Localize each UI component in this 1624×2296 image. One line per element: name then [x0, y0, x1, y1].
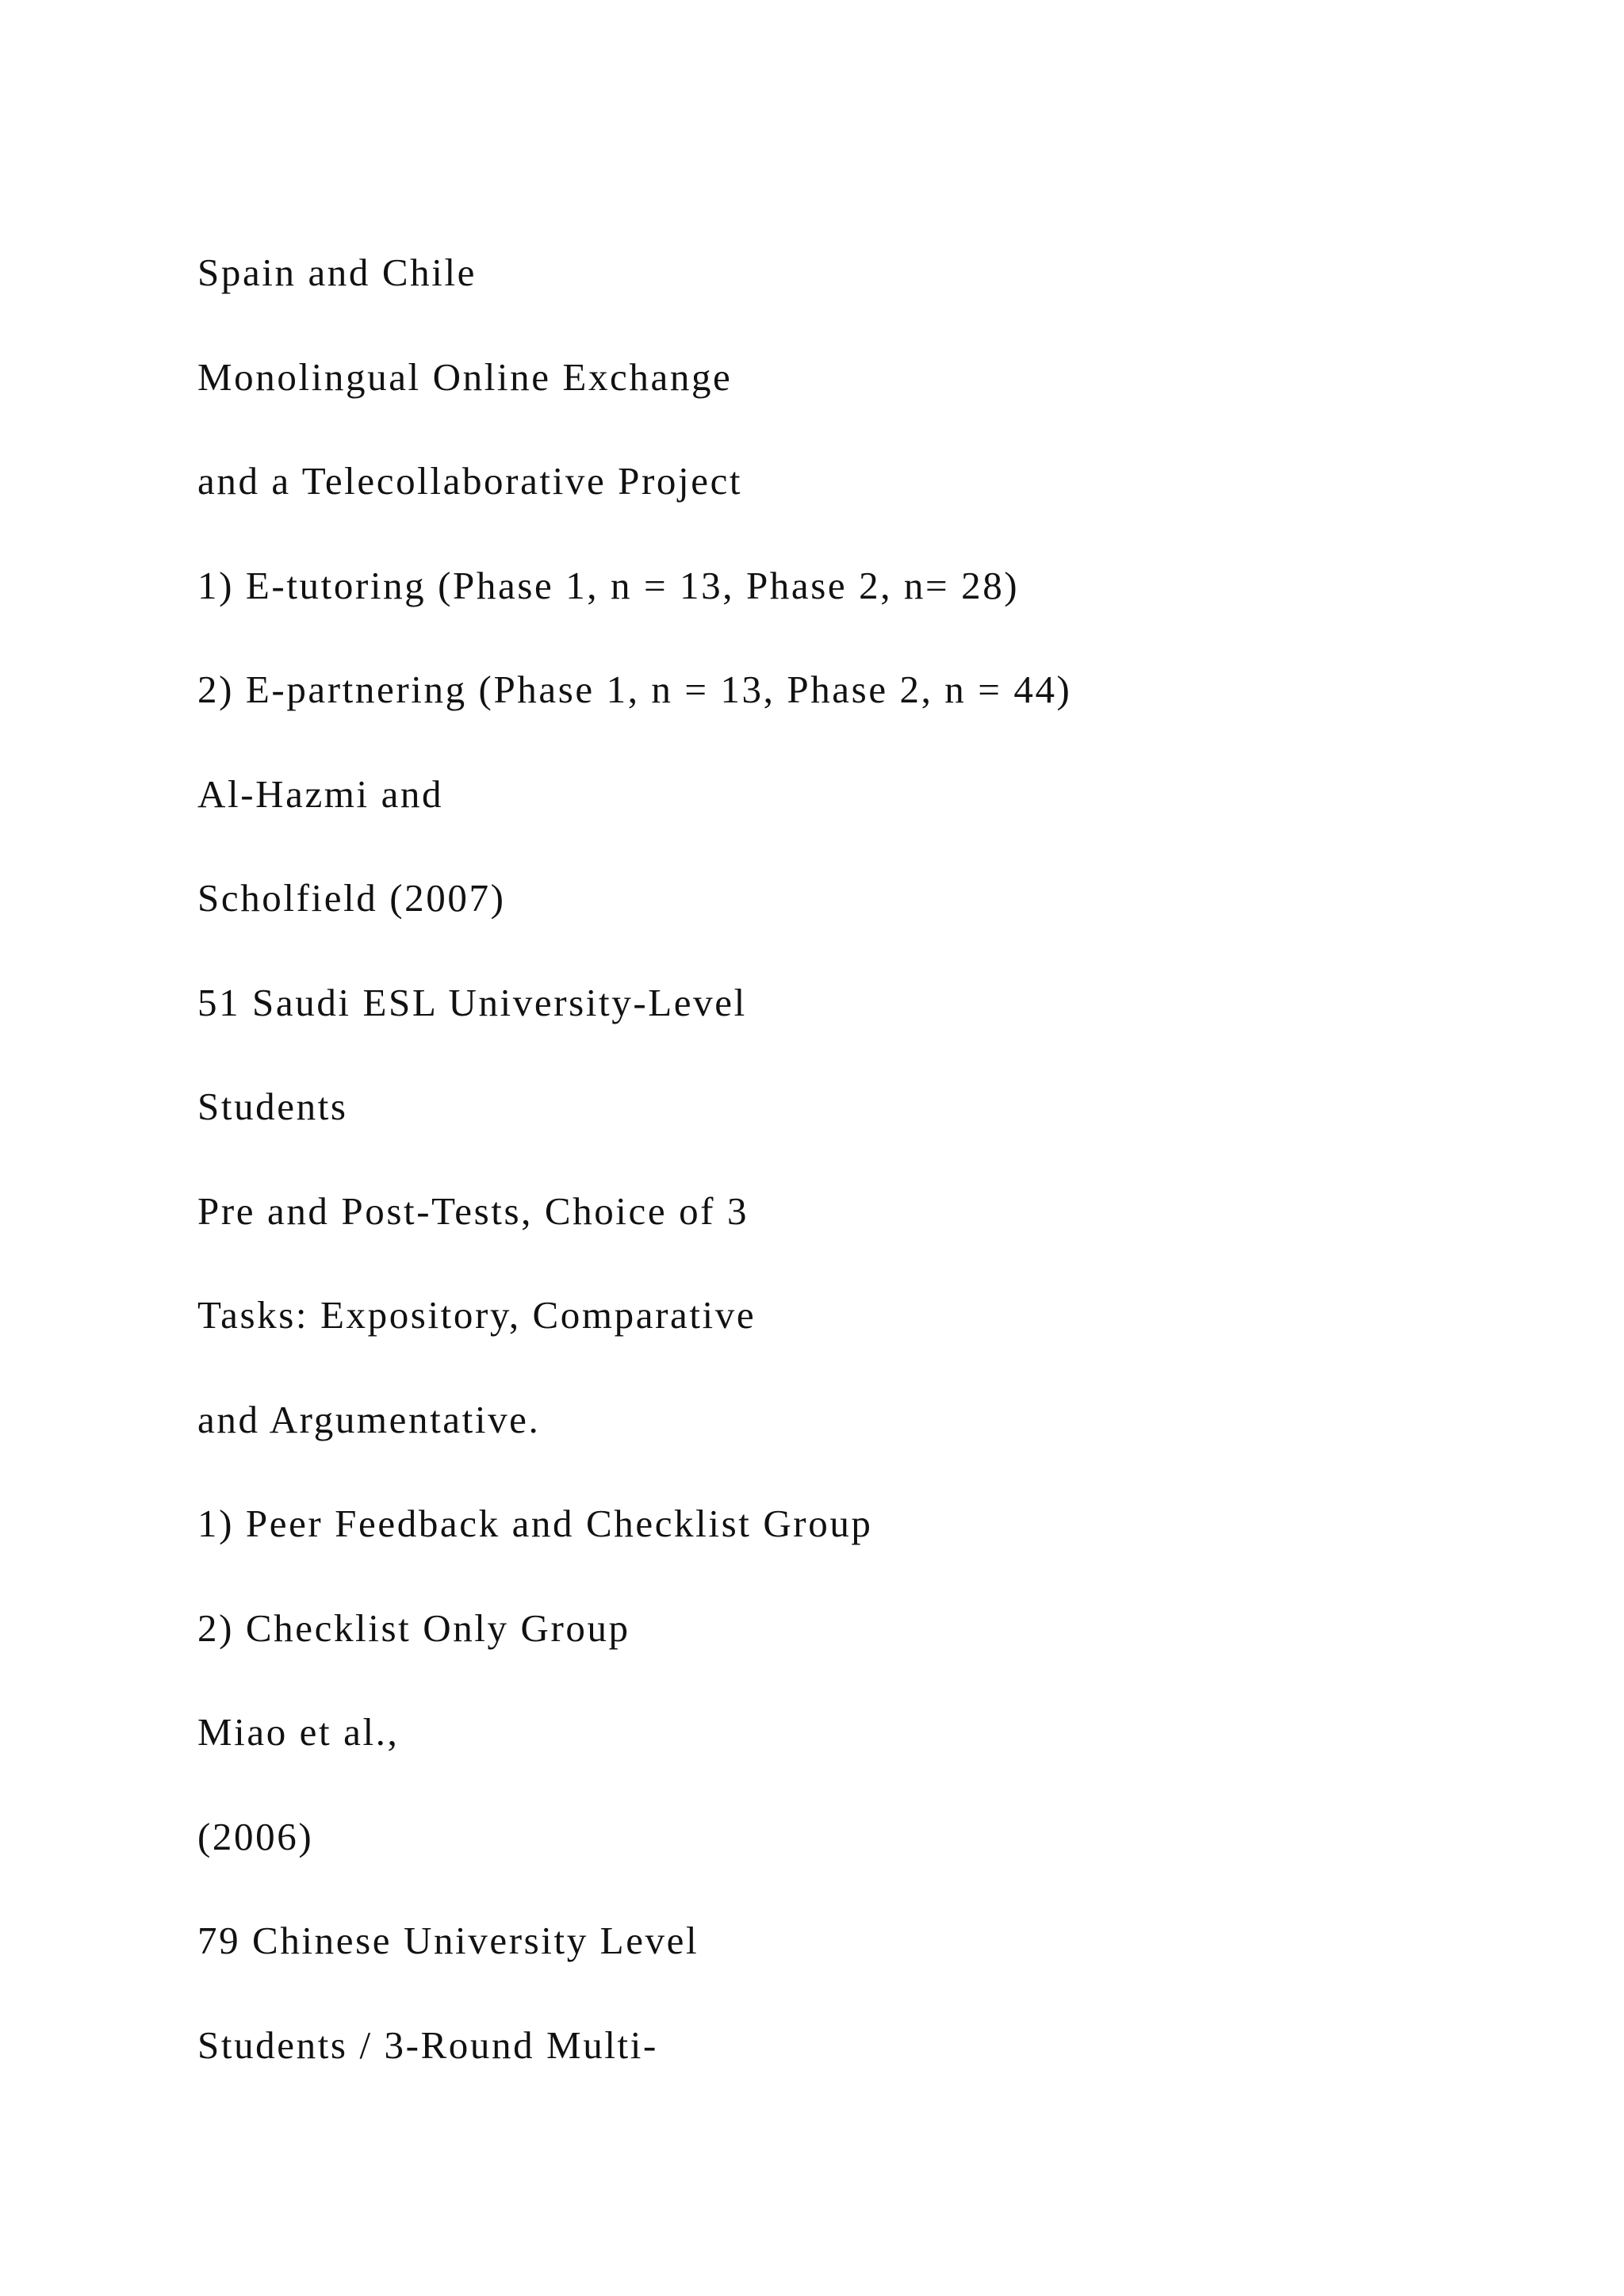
text-line: Spain and Chile: [197, 251, 477, 294]
text-line: Students: [197, 1085, 348, 1128]
document-body: [197, 244, 1545, 2121]
text-line: Students / 3-Round Multi-: [197, 2022, 658, 2067]
text-line: and a Telecollaborative Project: [197, 459, 743, 503]
text-line: 79 Chinese University Level: [197, 1919, 699, 1962]
text-line: 1) E-tutoring (Phase 1, n = 13, Phase 2, n= 28): [197, 563, 1020, 607]
text-line: (2006): [197, 1814, 314, 1858]
text-line: Al-Hazmi and: [197, 771, 444, 816]
text-line: and Argumentative.: [197, 1397, 541, 1441]
text-line: Tasks: Expository, Comparative: [197, 1293, 756, 1337]
text-line: Scholfield (2007): [197, 876, 506, 920]
text-line: Pre and Post-Tests, Choice of 3: [197, 1188, 749, 1233]
text-line: Monolingual Online Exchange: [197, 354, 733, 399]
text-line: Miao et al.,: [197, 1710, 400, 1754]
text-line: 1) Peer Feedback and Checklist Group: [197, 1502, 873, 1545]
text-line: 2) E-partnering (Phase 1, n = 13, Phase 2, n = 44): [197, 668, 1072, 711]
text-line: 2) Checklist Only Group: [197, 1605, 630, 1650]
text-line: 51 Saudi ESL University-Level: [197, 980, 747, 1024]
